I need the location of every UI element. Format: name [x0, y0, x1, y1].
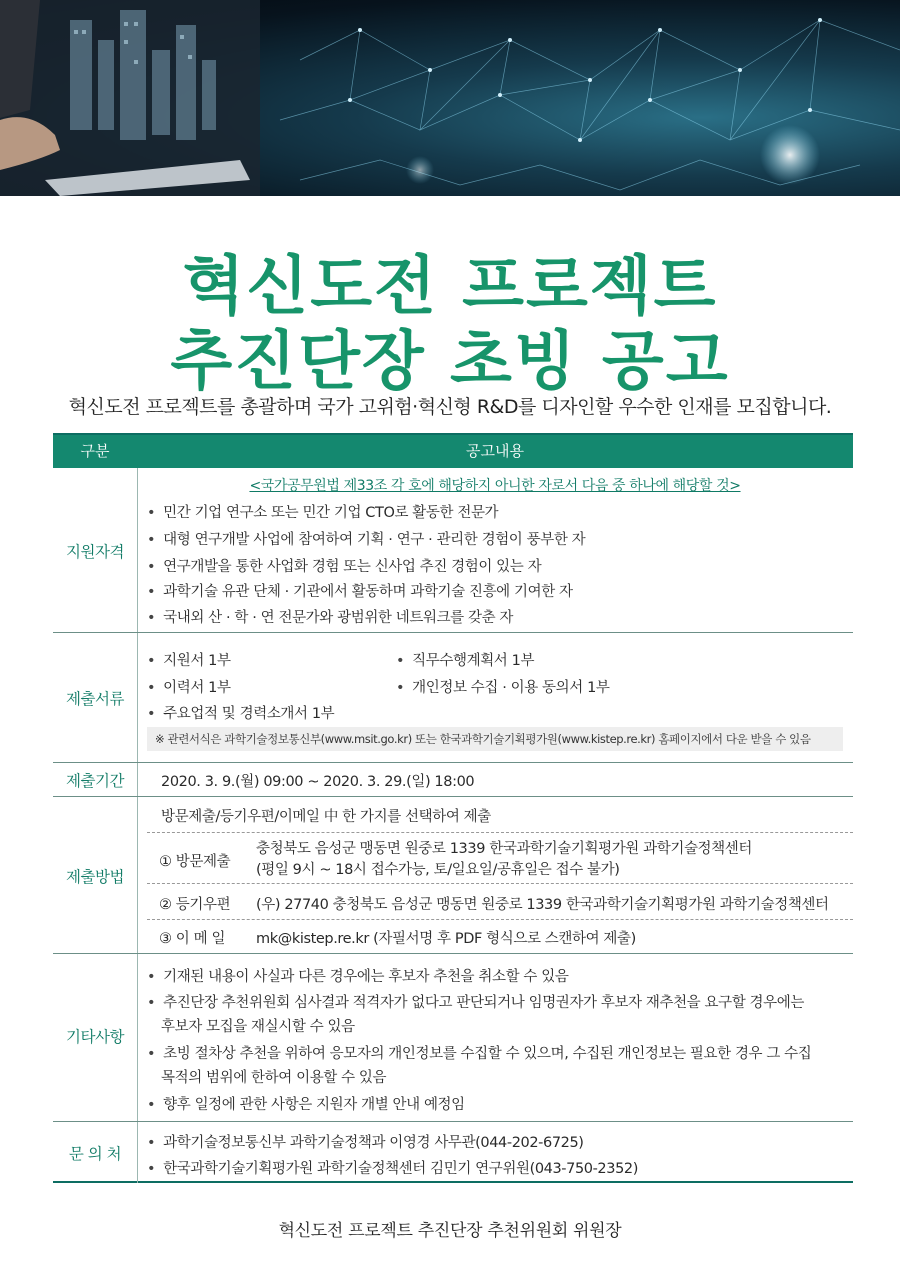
etc-item: • 기재된 내용이 사실과 다른 경우에는 후보자 추천을 취소할 수 있음 — [147, 965, 568, 986]
method-visit-address: 충청북도 음성군 맹동면 원중로 1339 한국과학기술기획평가원 과학기술정책센터 — [256, 841, 752, 857]
etc-item-continued: 후보자 모집을 재실시할 수 있음 — [161, 1019, 355, 1035]
label-eligibility: 지원자격 — [66, 543, 124, 561]
method-email-value: mk@kistep.re.kr (자필서명 후 PDF 형식으로 스캔하여 제출) — [256, 931, 636, 947]
etc-item: • 초빙 절차상 추천을 위하여 응모자의 개인정보를 수집할 수 있으며, 수집된 개인정보는 필요한 경우 그 수집 — [147, 1042, 811, 1063]
etc-item: • 추진단장 추천위원회 심사결과 적격자가 없다고 판단되거나 임명권자가 후보자 재추천을 요구할 경우에는 — [147, 991, 804, 1012]
table-header — [53, 435, 853, 468]
etc-item-continued: 목적의 범위에 한하여 이용할 수 있음 — [161, 1070, 387, 1086]
dashed-divider — [147, 919, 853, 920]
etc-item: • 향후 일정에 관한 사항은 지원자 개별 안내 예정임 — [147, 1093, 465, 1114]
label-documents: 제출서류 — [66, 690, 124, 708]
header-content: 공고내용 — [466, 442, 524, 460]
eligibility-item: • 국내외 산 · 학 · 연 전문가와 광범위한 네트워크를 갖춘 자 — [147, 606, 513, 627]
eligibility-item: • 연구개발을 통한 사업화 경험 또는 신사업 추진 경험이 있는 자 — [147, 555, 541, 576]
network-graphic — [0, 0, 900, 196]
document-item: • 주요업적 및 경력소개서 1부 — [147, 702, 334, 723]
row-divider — [53, 796, 853, 797]
document-item: • 지원서 1부 — [147, 649, 231, 670]
column-divider — [137, 468, 138, 1183]
subtitle: 혁신도전 프로젝트를 총괄하며 국가 고위험·혁신형 R&D를 디자인할 우수한 인재를 모집합니다. — [68, 396, 832, 418]
method-intro: 방문제출/등기우편/이메일 中 한 가지를 선택하여 제출 — [161, 809, 491, 825]
method-mail-label: ② 등기우편 — [159, 897, 231, 913]
document-item: • 이력서 1부 — [147, 676, 231, 697]
documents-note: ※ 관련서식은 과학기술정보통신부(www.msit.go.kr) 또는 한국과학기술기획평가원(www.kistep.re.kr) 홈페이지에서 다운 받을 수 있음 — [147, 727, 843, 751]
period-value: 2020. 3. 9.(월) 09:00 ~ 2020. 3. 29.(일) 18:00 — [161, 774, 475, 790]
contact-item: • 한국과학기술기획평가원 과학기술정책센터 김민기 연구위원(043-750-2352) — [147, 1157, 638, 1178]
label-contact: 문 의 처 — [68, 1145, 122, 1163]
document-item: • 직무수행계획서 1부 — [396, 649, 534, 670]
dashed-divider — [147, 832, 853, 833]
footer-signature: 혁신도전 프로젝트 추진단장 추천위원회 위원장 — [278, 1221, 622, 1241]
method-email-label: ③ 이 메 일 — [159, 931, 226, 947]
contact-item: • 과학기술정보통신부 과학기술정책과 이영경 사무관(044-202-6725) — [147, 1131, 584, 1152]
header-category: 구분 — [80, 442, 110, 460]
eligibility-item: • 대형 연구개발 사업에 참여하여 기획 · 연구 · 관리한 경험이 풍부한 자 — [147, 528, 585, 549]
eligibility-item: • 민간 기업 연구소 또는 민간 기업 CTO로 활동한 전문가 — [147, 501, 498, 522]
label-method: 제출방법 — [66, 868, 124, 886]
label-period: 제출기간 — [66, 772, 124, 790]
header-banner-image — [0, 0, 900, 196]
dashed-divider — [147, 883, 853, 884]
document-item: • 개인정보 수집 · 이용 동의서 1부 — [396, 676, 610, 697]
method-visit-hours: (평일 9시 ~ 18시 접수가능, 토/일요일/공휴일은 접수 불가) — [256, 862, 620, 878]
method-mail-address: (우) 27740 충청북도 음성군 맹동면 원중로 1339 한국과학기술기획평가원 과학기술정책센터 — [256, 897, 829, 913]
row-divider — [53, 762, 853, 763]
title-line-2: 추진단장 초빙 공고 — [170, 325, 730, 399]
label-etc: 기타사항 — [66, 1028, 124, 1046]
row-divider — [53, 1121, 853, 1122]
row-divider — [53, 953, 853, 954]
announcement-table — [53, 433, 853, 1183]
method-visit-label: ① 방문제출 — [159, 854, 231, 870]
eligibility-item: • 과학기술 유관 단체 · 기관에서 활동하며 과학기술 진흥에 기여한 자 — [147, 580, 573, 601]
eligibility-note: <국가공무원법 제33조 각 호에 해당하지 아니한 자로서 다음 중 하나에 해당할 것> — [249, 478, 741, 494]
row-divider — [53, 632, 853, 633]
title-line-1: 혁신도전 프로젝트 — [182, 250, 718, 324]
